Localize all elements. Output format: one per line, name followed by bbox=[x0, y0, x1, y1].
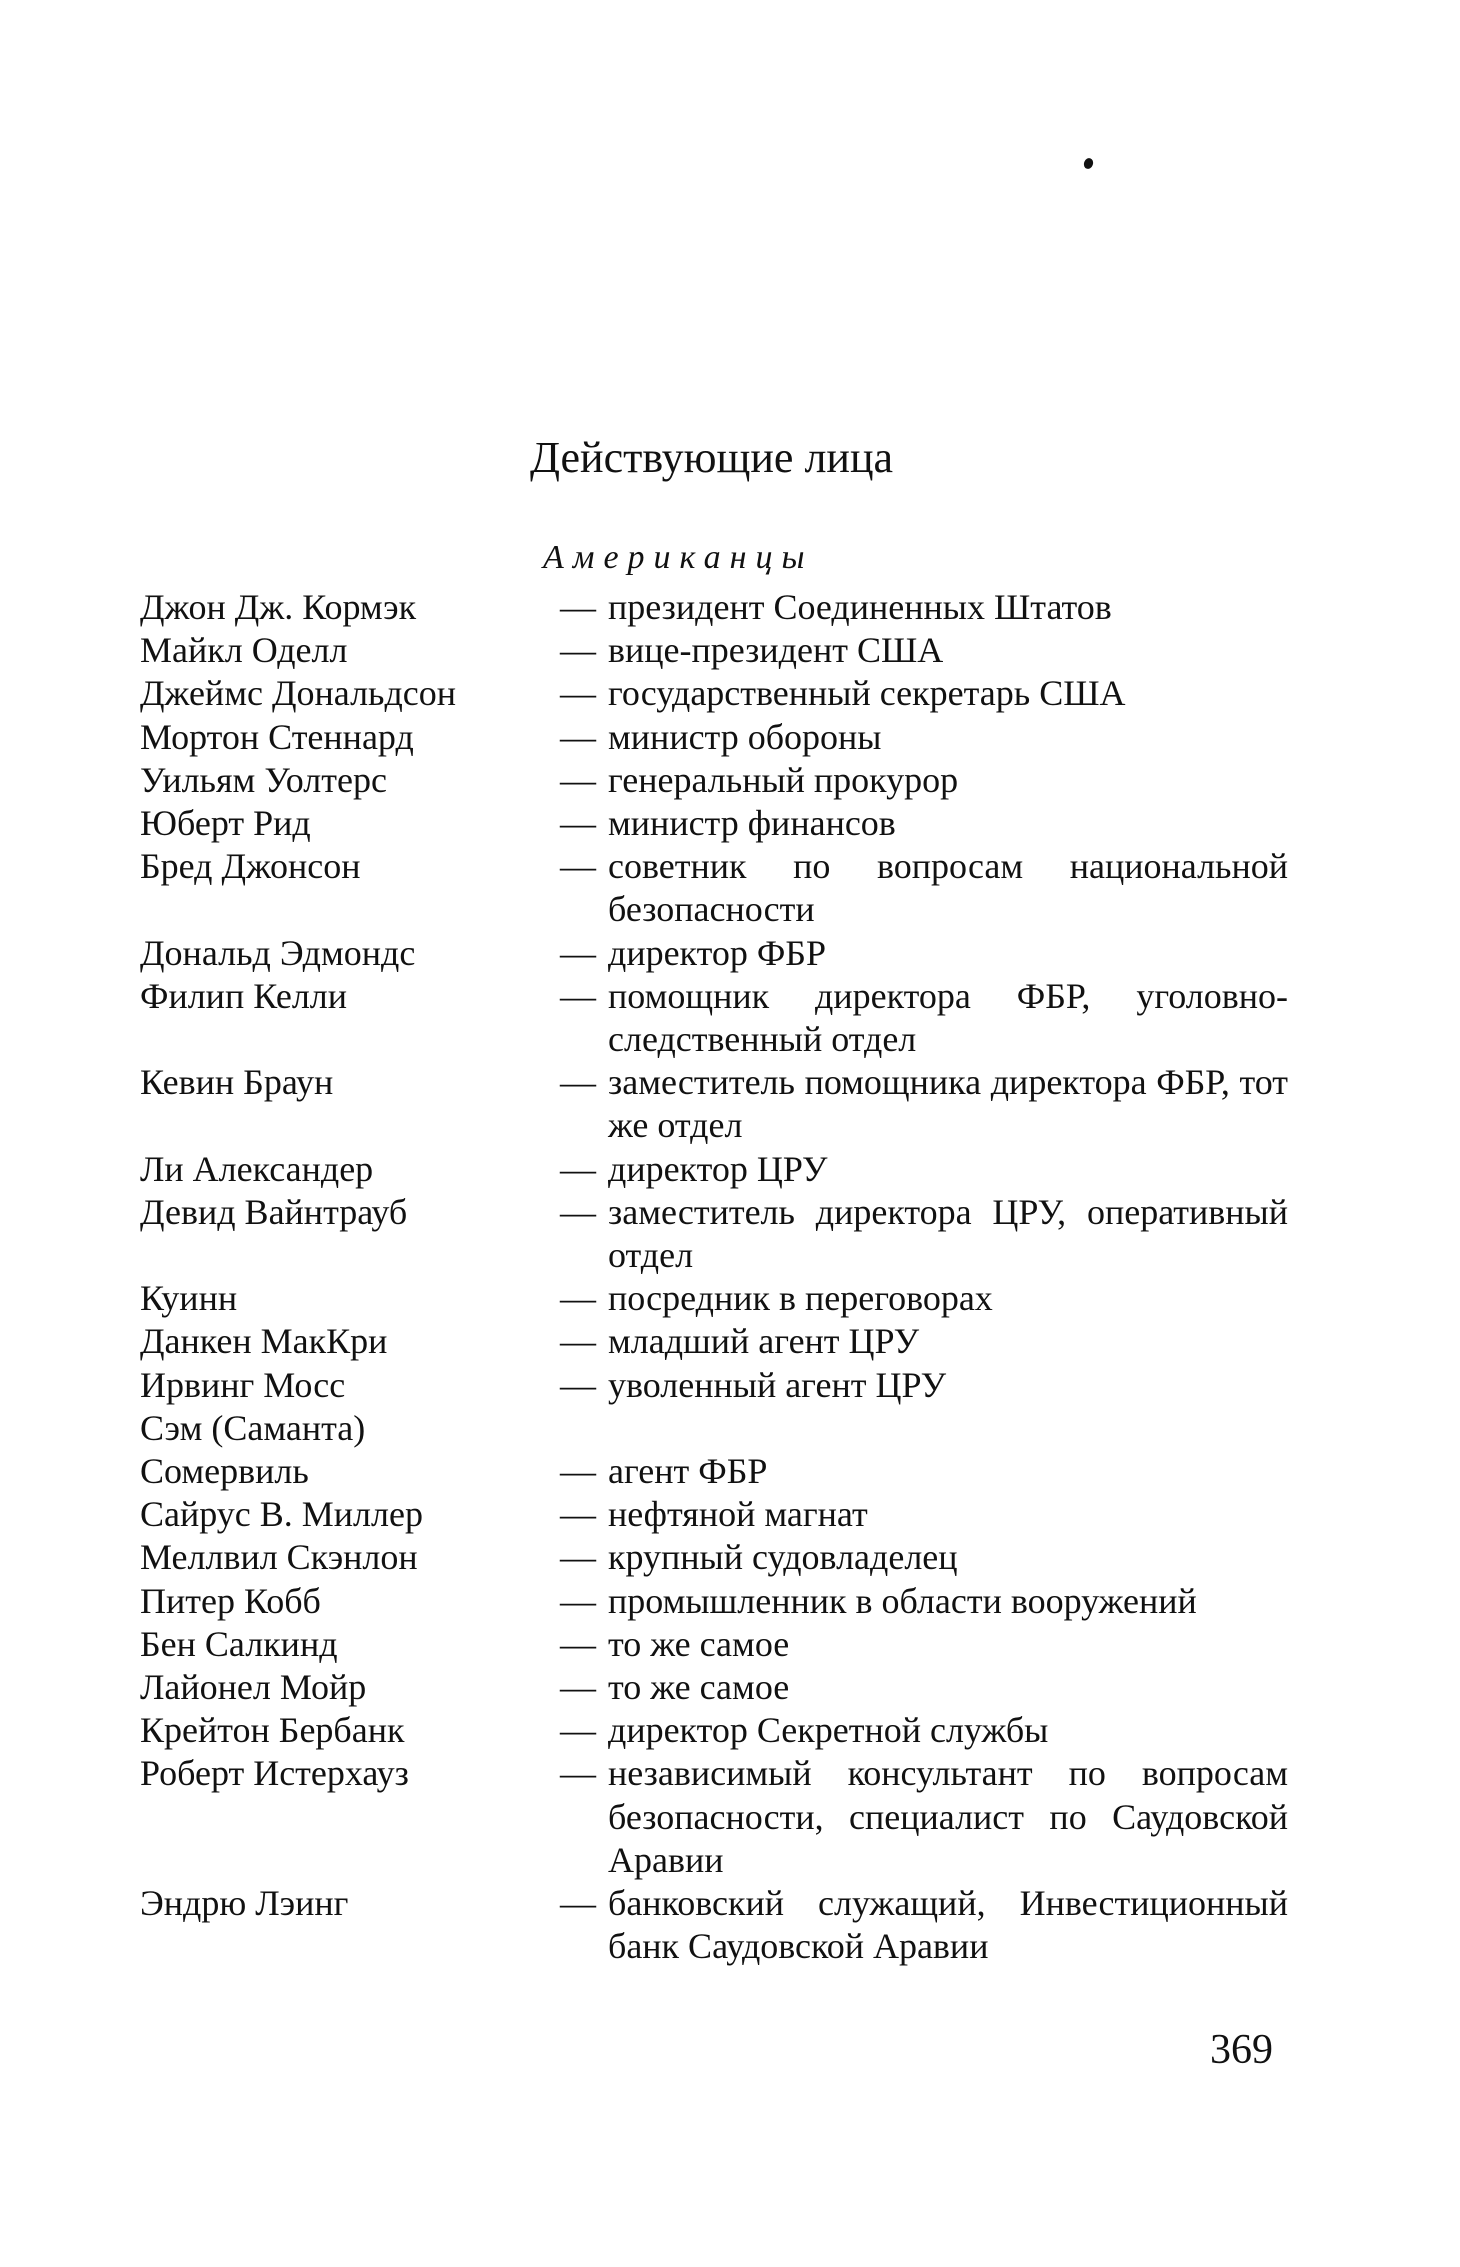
character-role bbox=[560, 845, 1288, 931]
role-description: заместитель директора ЦРУ, оперативный отдел bbox=[608, 1191, 1288, 1276]
role-dash: — bbox=[560, 1451, 596, 1492]
role-dash: — bbox=[560, 1278, 596, 1319]
cast-entry bbox=[140, 1623, 1288, 1666]
character-role bbox=[560, 975, 1288, 1061]
role-dash: — bbox=[560, 587, 596, 627]
character-role bbox=[560, 586, 1288, 629]
cast-entry bbox=[140, 1536, 1288, 1579]
cast-entry bbox=[140, 1752, 1288, 1882]
role-dash: — bbox=[560, 1494, 596, 1535]
character-name: Сайрус В. Миллер bbox=[140, 1494, 423, 1535]
character-name: Питер Кобб bbox=[140, 1580, 321, 1621]
role-dash: — bbox=[560, 630, 596, 671]
character-role bbox=[560, 716, 1288, 759]
cast-entry bbox=[140, 586, 1288, 629]
character-role bbox=[560, 1191, 1288, 1277]
character-role bbox=[560, 1450, 1288, 1493]
role-dash: — bbox=[560, 1062, 596, 1103]
role-dash: — bbox=[560, 1321, 596, 1362]
role-description: то же самое bbox=[608, 1667, 790, 1708]
character-name: Майкл Оделл bbox=[140, 630, 348, 671]
cast-entry bbox=[140, 1191, 1288, 1277]
role-dash: — bbox=[560, 1364, 596, 1405]
role-description: вице-президент США bbox=[608, 630, 944, 671]
role-description: министр обороны bbox=[608, 716, 882, 757]
cast-entry bbox=[140, 1061, 1288, 1147]
cast-entry bbox=[140, 845, 1288, 931]
cast-entry bbox=[140, 759, 1288, 802]
character-role bbox=[560, 1277, 1288, 1320]
cast-entry bbox=[140, 629, 1288, 672]
character-role bbox=[560, 629, 1288, 672]
role-description: советник по вопросам национальной безопасности bbox=[608, 846, 1288, 930]
role-description: государственный секретарь США bbox=[608, 673, 1126, 714]
character-name: Кевин Браун bbox=[140, 1062, 334, 1103]
cast-entry bbox=[140, 1580, 1288, 1623]
role-description: крупный судовладелец bbox=[608, 1537, 958, 1578]
character-name: Крейтон Бербанк bbox=[140, 1710, 405, 1751]
cast-entry bbox=[140, 1277, 1288, 1320]
role-description: агент ФБР bbox=[608, 1451, 768, 1492]
character-name: Сомервиль bbox=[140, 1451, 309, 1492]
cast-entry bbox=[140, 1493, 1288, 1536]
character-role bbox=[560, 802, 1288, 845]
cast-entry bbox=[140, 1709, 1288, 1752]
cast-entry bbox=[140, 1364, 1288, 1407]
section-title: Американцы bbox=[543, 539, 814, 576]
character-name: Куинн bbox=[140, 1278, 238, 1319]
character-role bbox=[560, 1623, 1288, 1666]
character-role bbox=[560, 1882, 1288, 1968]
role-dash: — bbox=[560, 1753, 596, 1794]
character-role bbox=[560, 1752, 1288, 1882]
character-role bbox=[560, 1666, 1288, 1709]
cast-entry bbox=[140, 716, 1288, 759]
character-role bbox=[560, 932, 1288, 975]
role-dash: — bbox=[560, 1580, 596, 1621]
role-description: заместитель помощника директора ФБР, тот же отдел bbox=[608, 1062, 1288, 1146]
cast-entry bbox=[140, 932, 1288, 975]
character-name: Ли Александер bbox=[140, 1148, 374, 1189]
character-role bbox=[560, 1320, 1288, 1363]
character-role bbox=[560, 672, 1288, 715]
cast-entry bbox=[140, 1666, 1288, 1709]
character-name: Лайонел Мойр bbox=[140, 1667, 367, 1708]
role-dash: — bbox=[560, 932, 596, 973]
stray-ink-dot bbox=[1082, 157, 1094, 170]
role-description: то же самое bbox=[608, 1623, 790, 1664]
role-description: независимый консультант по вопросам безопасности, специалист по Саудовской Аравии bbox=[608, 1753, 1288, 1880]
role-dash: — bbox=[560, 846, 596, 887]
role-dash: — bbox=[560, 803, 596, 844]
cast-entry bbox=[140, 1882, 1288, 1968]
role-description: помощник директора ФБР, уголовно-следственный отдел bbox=[608, 975, 1288, 1060]
role-description: нефтяной магнат bbox=[608, 1494, 868, 1535]
character-name: Девид Вайнтрауб bbox=[140, 1191, 408, 1232]
character-name: Юберт Рид bbox=[140, 803, 311, 844]
cast-entry bbox=[140, 1407, 1288, 1450]
role-dash: — bbox=[560, 1710, 596, 1751]
cast-entry bbox=[140, 1320, 1288, 1363]
role-description: директор ЦРУ bbox=[608, 1148, 828, 1189]
role-dash: — bbox=[560, 1623, 596, 1664]
role-description: уволенный агент ЦРУ bbox=[608, 1364, 947, 1405]
cast-entry bbox=[140, 1450, 1288, 1493]
role-dash: — bbox=[560, 673, 596, 714]
character-name: Джон Дж. Кормэк bbox=[140, 587, 417, 627]
character-name: Уильям Уолтерс bbox=[140, 759, 387, 800]
role-dash: — bbox=[560, 1148, 596, 1189]
character-name: Ирвинг Мосс bbox=[140, 1364, 346, 1405]
character-role bbox=[560, 1709, 1288, 1752]
character-name: Роберт Истерхауз bbox=[140, 1753, 409, 1794]
role-dash: — bbox=[560, 1883, 596, 1924]
role-description: банковский служащий, Инвестиционный банк Саудовской Аравии bbox=[608, 1883, 1288, 1967]
role-description: директор Секретной службы bbox=[608, 1710, 1049, 1751]
character-name: Данкен МакКри bbox=[140, 1321, 388, 1362]
character-role bbox=[560, 1536, 1288, 1579]
character-role bbox=[560, 1148, 1288, 1191]
character-role bbox=[560, 1580, 1288, 1623]
character-name: Эндрю Лэинг bbox=[140, 1883, 349, 1924]
character-name: Мортон Стеннард bbox=[140, 716, 414, 757]
cast-entry bbox=[140, 672, 1288, 715]
character-name: Джеймс Дональдсон bbox=[140, 673, 457, 714]
role-description: директор ФБР bbox=[608, 932, 826, 973]
role-dash: — bbox=[560, 1667, 596, 1708]
cast-entry bbox=[140, 802, 1288, 845]
role-description: посредник в переговорах bbox=[608, 1278, 993, 1319]
cast-entry bbox=[140, 975, 1288, 1061]
character-name: Сэм (Саманта) bbox=[140, 1407, 366, 1448]
role-description: президент Соединенных Штатов bbox=[608, 587, 1112, 627]
role-description: промышленник в области вооружений bbox=[608, 1580, 1197, 1621]
role-dash: — bbox=[560, 759, 596, 800]
character-role bbox=[560, 1061, 1288, 1147]
role-dash: — bbox=[560, 716, 596, 757]
character-role bbox=[560, 1364, 1288, 1407]
role-description: младший агент ЦРУ bbox=[608, 1321, 920, 1362]
character-name: Бред Джонсон bbox=[140, 846, 361, 887]
cast-entry bbox=[140, 1148, 1288, 1191]
role-dash: — bbox=[560, 1191, 596, 1232]
role-dash: — bbox=[560, 975, 596, 1016]
character-role bbox=[560, 759, 1288, 802]
page-number: 369 bbox=[1210, 2027, 1273, 2073]
character-name: Филип Келли bbox=[140, 975, 348, 1016]
page-title: Действующие лица bbox=[529, 433, 894, 482]
cast-list bbox=[140, 586, 1288, 1969]
role-dash: — bbox=[560, 1537, 596, 1578]
character-name: Дональд Эдмондс bbox=[140, 932, 416, 973]
role-description: генеральный прокурор bbox=[608, 759, 959, 800]
character-name: Меллвил Скэнлон bbox=[140, 1537, 418, 1578]
character-role bbox=[560, 1493, 1288, 1536]
character-name: Бен Салкинд bbox=[140, 1623, 338, 1664]
role-description: министр финансов bbox=[608, 803, 896, 844]
